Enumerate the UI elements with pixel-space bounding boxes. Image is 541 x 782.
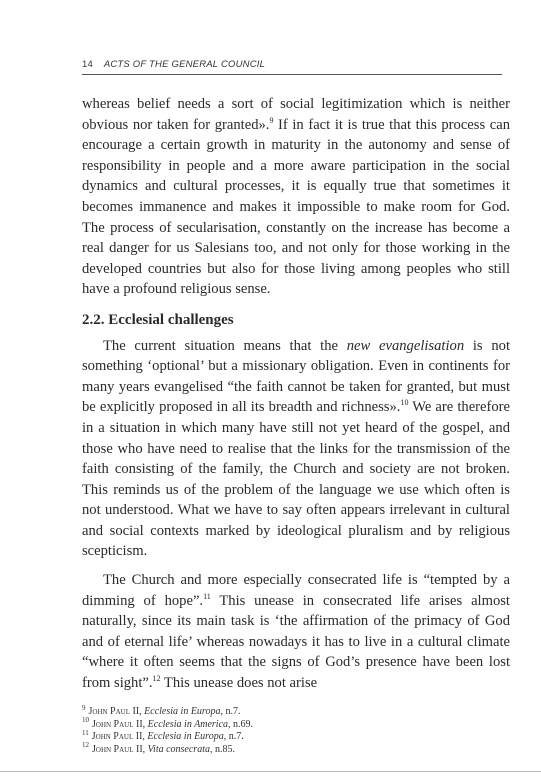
body-text [82,94,510,694]
footnote-10: $^{10}$ John Paul II, Ecclesia in America, n.69. [82,716,254,730]
footnote-work: Ecclesia in Europa [147,731,224,742]
footnote-number: 11 [82,728,89,737]
footnote-ref: , n.7. [223,731,244,742]
footnotes [82,703,502,756]
footnote-author: John Paul II [92,743,143,755]
paragraph-2 [82,336,510,563]
footnote-ref: , n.69. [228,718,254,730]
paragraph-2-emphasis: new evangelisation [346,337,465,354]
paragraph-2-text-a: The current situation means that the [103,337,347,354]
footnote-9: $^9$ John Paul II, Ecclesia in Europa, n.7. [82,703,241,717]
paragraph-3-text-a: The Church and more especially consecrated life is “tempted by a dimming of hope”. [82,572,510,609]
footnote-11: $^{11}$ John Paul II, Ecclesia in Europa, n.7. [82,728,244,742]
footnote-ref-10[interactable]: 10 [400,398,409,408]
header-rule [82,74,502,75]
paragraph-1 [82,94,510,300]
page-bottom-edge [0,771,541,772]
footnote-number: 9 [82,703,86,712]
paragraph-3-text-b: This unease in consecrated life arises almost naturally, since its main task is ‘the affirmation of the primacy of God and of eternal life’ whereas nowadays it has to live in a cultural climate “where it often seems that the signs of God’s presence have been lost from sight”. [82,592,510,692]
page-number: 14 [82,59,93,70]
footnote-work: Ecclesia in Europa [144,706,221,717]
paragraph-3 [82,570,510,694]
running-title: ACTS OF THE GENERAL COUNCIL [103,59,266,70]
section-heading: 2.2. Ecclesial challenges [82,311,234,328]
paragraph-2-text-c: We are therefore in a situation in which many have still not yet heard of the gospel, and those who have need to realise that the links for the transmission of the faith consisting of the family, the Church and society are not broken. This reminds us of the problem of the language we use which often is not understood. What we have to say often appears irrelevant in cultural and social contexts marked by ideological pluralism and by religious scepticism. [82,399,510,560]
footnote-author: John Paul II [88,706,140,717]
paragraph-3-text-c: This unease does not arise [160,675,318,692]
paragraph-2-text-b: is not something ‘optional’ but a missionary obligation. Even in continents for many years evangelised “the faith cannot be taken for granted, but must be explicitly proposed in all its breadth and richness». [82,337,510,416]
footnote-ref: , n.7. [220,706,241,717]
footnote-number: 10 [82,716,89,725]
footnote-work: Vita consecrata [147,743,210,755]
footnote-number: 12 [82,741,89,750]
footnote-author: John Paul II [92,718,143,730]
footnote-12: $^{12}$ John Paul II, Vita consecrata, n.85. [82,741,235,755]
paragraph-1-text-b: If in fact it is true that this process can encourage a certain growth in maturity in the autonomy and sense of responsibility in people and a more aware participation in the social dynamics and cultural processes, it is equally true that sometimes it becomes immanence and makes it impossible to make room for God. The process of secularisation, constantly on the increase has become a real danger for us Salesians too, and not only for those working in the developed countries but also for those living among peoples who still have a profound religious sense. [82,116,510,298]
running-header [82,59,502,70]
footnote-ref-9[interactable]: 9 [269,115,274,125]
footnote-ref-12[interactable]: 12 [152,674,161,684]
footnote-work: Ecclesia in America [147,718,229,730]
paragraph-1-text-a: whereas belief needs a sort of social legitimization which is neither obvious nor taken for granted». [82,96,510,133]
footnote-author: John Paul II [91,731,143,742]
footnote-ref-11[interactable]: 11 [203,591,211,601]
footnote-ref: , n.85. [209,743,235,755]
